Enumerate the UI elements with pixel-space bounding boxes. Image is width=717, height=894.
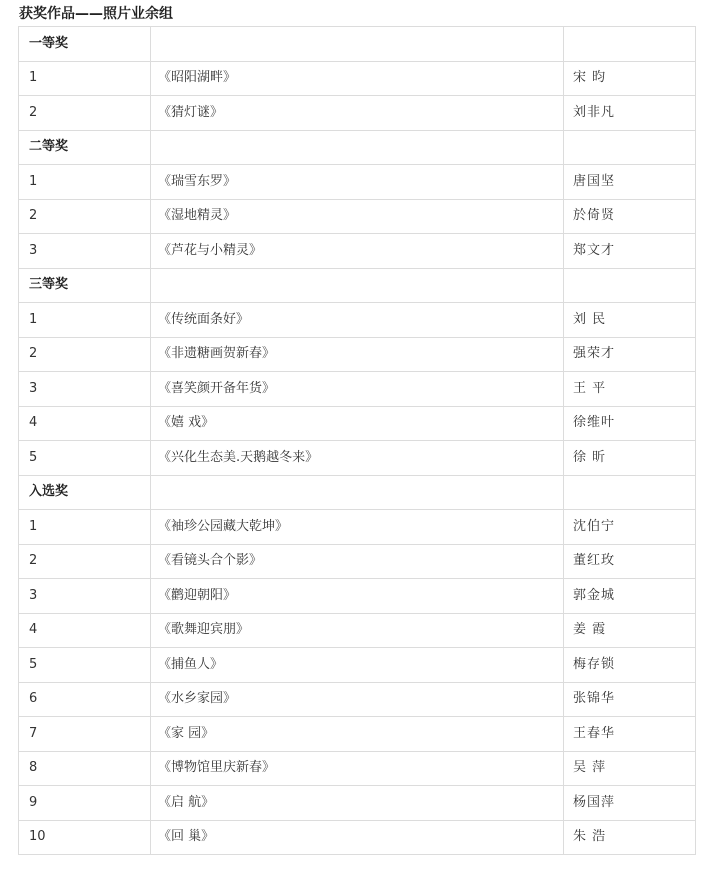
table-row <box>19 441 696 476</box>
author-name: 宋 昀 <box>564 61 696 96</box>
table-row <box>19 820 696 855</box>
empty-cell <box>151 130 564 165</box>
entry-number: 10 <box>19 820 151 855</box>
table-row <box>19 234 696 269</box>
work-title: 《猜灯谜》 <box>151 96 564 131</box>
entry-number: 2 <box>19 199 151 234</box>
work-title: 《启 航》 <box>151 786 564 821</box>
table-row <box>19 613 696 648</box>
table-row <box>19 751 696 786</box>
award-level-label: 一等奖 <box>19 27 151 62</box>
entry-number: 8 <box>19 751 151 786</box>
entry-number: 4 <box>19 406 151 441</box>
author-name: 沈伯宁 <box>564 510 696 545</box>
author-name: 梅存锁 <box>564 648 696 683</box>
entry-number: 2 <box>19 96 151 131</box>
author-name: 张锦华 <box>564 682 696 717</box>
entry-number: 1 <box>19 303 151 338</box>
award-level-label: 二等奖 <box>19 130 151 165</box>
entry-number: 3 <box>19 579 151 614</box>
work-title: 《瑞雪东罗》 <box>151 165 564 200</box>
author-name: 强荣才 <box>564 337 696 372</box>
table-row <box>19 579 696 614</box>
work-title: 《喜笑颜开备年货》 <box>151 372 564 407</box>
award-section-header <box>19 130 696 165</box>
work-title: 《回 巢》 <box>151 820 564 855</box>
author-name: 姜 霞 <box>564 613 696 648</box>
entry-number: 1 <box>19 61 151 96</box>
work-title: 《鹳迎朝阳》 <box>151 579 564 614</box>
empty-cell <box>151 268 564 303</box>
author-name: 吴 萍 <box>564 751 696 786</box>
author-name: 王春华 <box>564 717 696 752</box>
author-name: 郭金城 <box>564 579 696 614</box>
empty-cell <box>151 475 564 510</box>
empty-cell <box>564 268 696 303</box>
entry-number: 1 <box>19 510 151 545</box>
author-name: 杨国萍 <box>564 786 696 821</box>
author-name: 於倚贤 <box>564 199 696 234</box>
page-title: 获奖作品——照片业余组 <box>19 6 173 22</box>
table-row <box>19 786 696 821</box>
work-title: 《家 园》 <box>151 717 564 752</box>
table-row <box>19 303 696 338</box>
table-row <box>19 717 696 752</box>
work-title: 《非遗糖画贺新春》 <box>151 337 564 372</box>
awards-table-body <box>19 27 696 855</box>
table-row <box>19 165 696 200</box>
work-title: 《传统面条好》 <box>151 303 564 338</box>
author-name: 唐国坚 <box>564 165 696 200</box>
table-row <box>19 337 696 372</box>
entry-number: 9 <box>19 786 151 821</box>
empty-cell <box>151 27 564 62</box>
author-name: 朱 浩 <box>564 820 696 855</box>
table-row <box>19 648 696 683</box>
author-name: 董红玫 <box>564 544 696 579</box>
work-title: 《嬉 戏》 <box>151 406 564 441</box>
empty-cell <box>564 27 696 62</box>
work-title: 《歌舞迎宾朋》 <box>151 613 564 648</box>
author-name: 郑文才 <box>564 234 696 269</box>
award-section-header <box>19 475 696 510</box>
entry-number: 7 <box>19 717 151 752</box>
entry-number: 6 <box>19 682 151 717</box>
award-section-header <box>19 27 696 62</box>
award-level-label: 入选奖 <box>19 475 151 510</box>
table-row <box>19 96 696 131</box>
work-title: 《看镜头合个影》 <box>151 544 564 579</box>
work-title: 《湿地精灵》 <box>151 199 564 234</box>
author-name: 王 平 <box>564 372 696 407</box>
entry-number: 4 <box>19 613 151 648</box>
work-title: 《博物馆里庆新春》 <box>151 751 564 786</box>
entry-number: 2 <box>19 337 151 372</box>
work-title: 《袖珍公园藏大乾坤》 <box>151 510 564 545</box>
work-title: 《芦花与小精灵》 <box>151 234 564 269</box>
entry-number: 5 <box>19 648 151 683</box>
work-title: 《捕鱼人》 <box>151 648 564 683</box>
table-row <box>19 544 696 579</box>
author-name: 刘非凡 <box>564 96 696 131</box>
work-title: 《昭阳湖畔》 <box>151 61 564 96</box>
work-title: 《水乡家园》 <box>151 682 564 717</box>
award-level-label: 三等奖 <box>19 268 151 303</box>
table-row <box>19 510 696 545</box>
table-row <box>19 61 696 96</box>
table-row <box>19 682 696 717</box>
work-title: 《兴化生态美.天鹅越冬来》 <box>151 441 564 476</box>
entry-number: 3 <box>19 372 151 407</box>
author-name: 徐维叶 <box>564 406 696 441</box>
table-row <box>19 372 696 407</box>
entry-number: 5 <box>19 441 151 476</box>
table-row <box>19 406 696 441</box>
entry-number: 2 <box>19 544 151 579</box>
author-name: 徐 昕 <box>564 441 696 476</box>
entry-number: 1 <box>19 165 151 200</box>
awards-table <box>18 26 696 855</box>
award-section-header <box>19 268 696 303</box>
entry-number: 3 <box>19 234 151 269</box>
author-name: 刘 民 <box>564 303 696 338</box>
empty-cell <box>564 475 696 510</box>
empty-cell <box>564 130 696 165</box>
table-row <box>19 199 696 234</box>
